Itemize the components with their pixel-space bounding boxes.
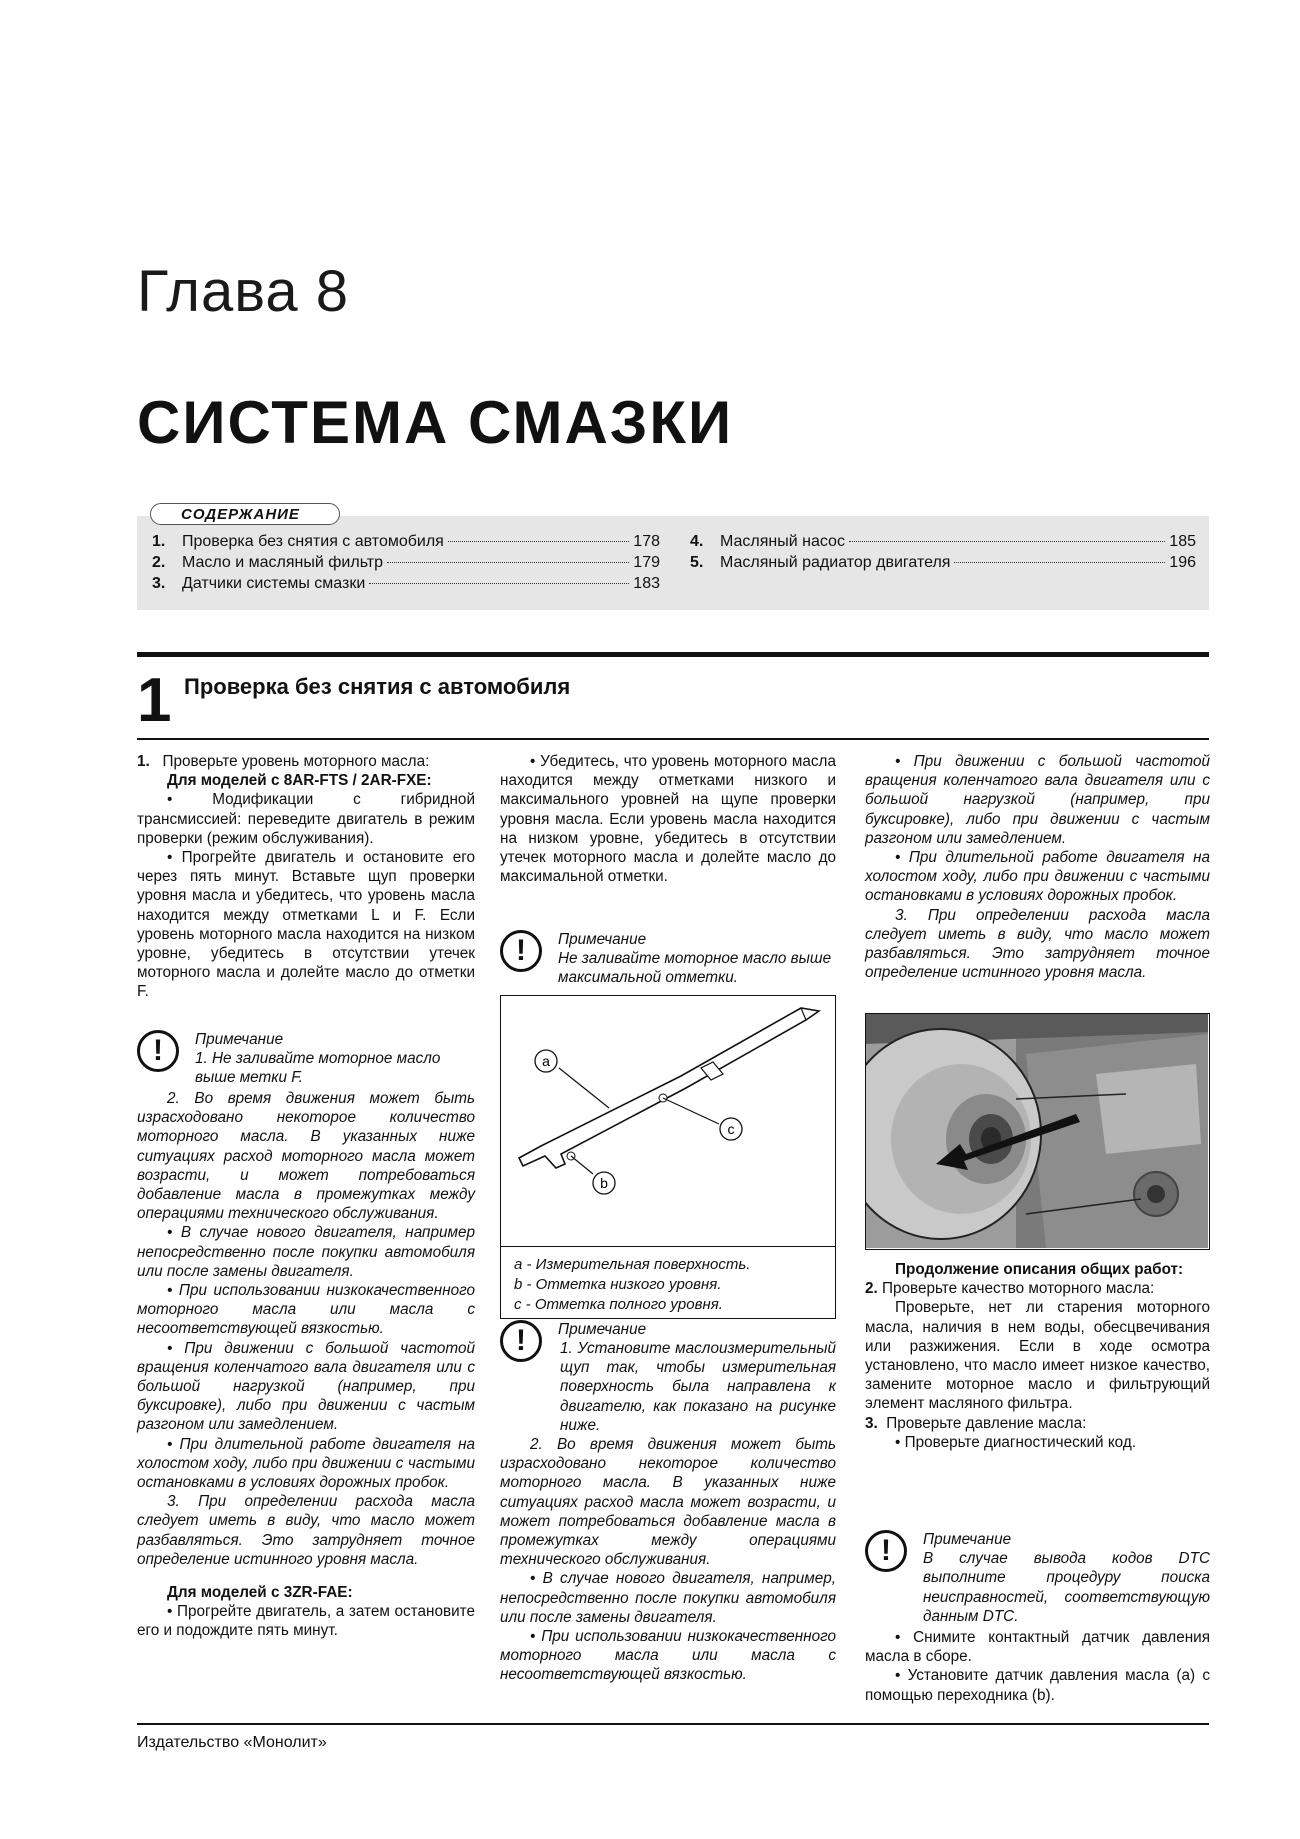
- toc-leader: [849, 541, 1165, 542]
- toc-item[interactable]: [690, 532, 1196, 552]
- step-number: 1.: [137, 753, 150, 770]
- toc-item-page: 179: [633, 554, 660, 571]
- column-3-end: [865, 1628, 1210, 1705]
- caption-a: a - Измерительная поверхность.: [514, 1256, 751, 1273]
- step-text: Проверьте качество моторного масла:: [882, 1280, 1155, 1298]
- step-text: Проверьте уровень моторного масла:: [162, 753, 430, 770]
- toc-heading: СОДЕРЖАНИЕ: [150, 503, 340, 525]
- note-text: 1. Не заливайте моторное масло выше метки F.: [195, 1050, 441, 1087]
- note-block: [500, 930, 836, 988]
- bullet-text: • Прогрейте двигатель, а затем остановите его и подождите пять минут.: [137, 1603, 475, 1640]
- note-text: 3. При определении расхода масла следует иметь в виду, что масло может разбавляться. Это затрудняет точное определение истинного уровня масла.: [137, 1493, 475, 1568]
- bullet-text: • Прогрейте двигатель и остановите его через пять минут. Вставьте щуп проверки уровня масла и убедитесь, что уровень масла находится между отметками L и F. Если уровень моторного масла находится на низком уровне, убедитесь в отсутствии утечек моторного масла и долейте масло до отметки F.: [137, 849, 475, 1001]
- step-text: Проверьте давление масла:: [886, 1414, 1087, 1432]
- note-text: 3. При определении расхода масла следует иметь в виду, что масло может разбавляться. Это затрудняет точное определение истинного уровня масла.: [865, 906, 1210, 982]
- toc-item-title: Масляный радиатор двигателя: [720, 554, 951, 571]
- bullet-text: • При движении с большой частотой вращения коленчатого вала двигателя или с большой нагрузкой (например, при буксировке), либо при движении с частым разгоном или замедлением.: [865, 753, 1210, 847]
- body-text: Проверьте, нет ли старения моторного масла, наличия в нем воды, обесцвечивания или разжижения. Если в ходе осмотра установлено, что масло имеет низкое качество, замените моторное масло и фильтрующий элемент масляного фильтра.: [865, 1299, 1210, 1413]
- note-text: Не заливайте моторное масло выше максимальной отметки.: [558, 950, 832, 987]
- callout-c: c: [727, 1121, 735, 1137]
- section-bottom-rule: [137, 738, 1209, 740]
- exclamation-icon: !: [500, 930, 542, 972]
- toc-item[interactable]: [690, 553, 1196, 573]
- dipstick-illustration: [501, 996, 834, 1246]
- engine-photo-illustration: [866, 1014, 1208, 1248]
- column-3-continued: [865, 1260, 1210, 1452]
- bullet-text: • Модификации с гибридной трансмиссией: переведите двигатель в режим проверки (режим обслуживания).: [137, 791, 475, 847]
- toc-leader: [369, 583, 629, 584]
- bullet-text: • В случае нового двигателя, например непосредственно после покупки автомобиля или после замены двигателя.: [137, 1224, 475, 1280]
- toc-item-title: Датчики системы смазки: [182, 575, 366, 592]
- bullet-text: • Установите датчик давления масла (a) с помощью переходника (b).: [865, 1667, 1210, 1704]
- bullet-text: • При использовании низкокачественного моторного масла или масла с несоответствующей вязкостью.: [500, 1628, 836, 1684]
- column-2: [500, 752, 836, 886]
- note-text: 2. Во время движения может быть израсходовано некоторое количество моторного масла. В указанных ниже ситуациях расход масла может возрасти, и может потребоваться добавление масла в промежутках между операциями технического обслуживания.: [500, 1436, 836, 1569]
- footer-rule: [137, 1723, 1209, 1725]
- note-title: Примечание: [195, 1031, 284, 1048]
- exclamation-icon: !: [137, 1030, 179, 1072]
- column-1: [137, 752, 475, 1002]
- toc-item[interactable]: [152, 532, 660, 552]
- toc-item-number: 2.: [152, 554, 166, 571]
- note-title: Примечание: [923, 1531, 1012, 1548]
- bullet-text: • При движении с большой частотой вращения коленчатого вала двигателя или с большой нагрузкой (например, при буксировке), либо при движении с частым разгоном или замедлением.: [137, 1339, 475, 1434]
- step-number: 2.: [865, 1280, 878, 1298]
- exclamation-icon: !: [500, 1320, 542, 1362]
- continuation-heading: Продолжение описания общих работ:: [895, 1261, 1184, 1278]
- toc-item-number: 5.: [690, 554, 704, 571]
- toc-item-page: 185: [1169, 533, 1196, 550]
- callout-a: a: [542, 1053, 550, 1069]
- publisher-footer: Издательство «Монолит»: [137, 1734, 327, 1751]
- caption-b: b - Отметка низкого уровня.: [514, 1276, 722, 1293]
- column-2-continued: [500, 1339, 836, 1685]
- toc-leader: [387, 562, 629, 563]
- toc-item-page: 196: [1169, 554, 1196, 571]
- note-text: 1. Установите маслоизмерительный щуп так, чтобы измерительная поверхность была направлена к двигателю, как показано на рисунке ниже.: [560, 1340, 836, 1434]
- bullet-text: • Проверьте диагностический код.: [895, 1433, 1137, 1451]
- bullet-text: • При длительной работе двигателя на холостом ходу, либо при движении с частыми остановками в условиях дорожных пробок.: [137, 1435, 475, 1492]
- toc-item-number: 3.: [152, 575, 166, 592]
- bullet-text: • При использовании низкокачественного моторного масла или масла с несоответствующей вязкостью.: [137, 1282, 475, 1338]
- toc-leader: [954, 562, 1165, 563]
- section-title: Проверка без снятия с автомобиля: [184, 674, 571, 699]
- toc-item[interactable]: [152, 574, 660, 594]
- bullet-text: • Убедитесь, что уровень моторного масла находится между отметками низкого и максимального уровней на щупе проверки уровня масла. Если уровень масла находится на низком уровне, убедитесь в отсутствии утечек моторного масла и долейте масло до максимальной отметки.: [500, 753, 836, 886]
- note-title: Примечание: [558, 1321, 647, 1338]
- toc-item[interactable]: [152, 553, 660, 573]
- chapter-title: СИСТЕМА СМАЗКИ: [137, 389, 734, 456]
- chapter-label: Глава 8: [137, 259, 350, 324]
- note-title: Примечание: [558, 931, 647, 948]
- toc-item-number: 4.: [690, 533, 704, 550]
- note-text: В случае вывода кодов DTC выполните процедуру поиска неисправностей, соответствующую данным DTC.: [923, 1550, 1210, 1625]
- model-heading: Для моделей с 8AR-FTS / 2AR-FXE:: [167, 772, 432, 790]
- note-text: 2. Во время движения может быть израсходовано некоторое количество моторного масла. В указанных ниже ситуациях расход моторного масла может возрасти, и может потребоваться добавление масла в промежутках между операциями технического обслуживания.: [137, 1090, 475, 1223]
- column-1-continued: [137, 1089, 475, 1641]
- bullet-text: • В случае нового двигателя, например, непосредственно после покупки автомобиля или после замены двигателя.: [500, 1570, 836, 1626]
- toc-item-title: Масляный насос: [720, 533, 845, 550]
- toc-item-number: 1.: [152, 533, 166, 550]
- bullet-text: • Снимите контактный датчик давления масла в сборе.: [865, 1629, 1210, 1666]
- toc-leader: [448, 541, 629, 542]
- note-block: [865, 1530, 1210, 1626]
- toc-item-page: 178: [633, 533, 660, 550]
- section-top-rule: [137, 652, 1209, 657]
- column-3: [865, 752, 1210, 982]
- model-heading: Для моделей с 3ZR-FAE:: [167, 1584, 353, 1602]
- bullet-text: • При длительной работе двигателя на холостом ходу, либо при движении с частыми остановками в условиях дорожных пробок.: [865, 849, 1210, 905]
- exclamation-icon: !: [865, 1530, 907, 1572]
- section-number: 1: [137, 666, 172, 735]
- step-number: 3.: [865, 1414, 878, 1432]
- toc-item-title: Масло и масляный фильтр: [182, 554, 384, 571]
- callout-b: b: [600, 1175, 608, 1191]
- note-block: [137, 1030, 475, 1088]
- toc-item-title: Проверка без снятия с автомобиля: [182, 533, 444, 550]
- toc-item-page: 183: [633, 575, 660, 592]
- caption-c: c - Отметка полного уровня.: [514, 1296, 723, 1313]
- figure-caption: [500, 1246, 836, 1319]
- engine-photo: [865, 1013, 1210, 1250]
